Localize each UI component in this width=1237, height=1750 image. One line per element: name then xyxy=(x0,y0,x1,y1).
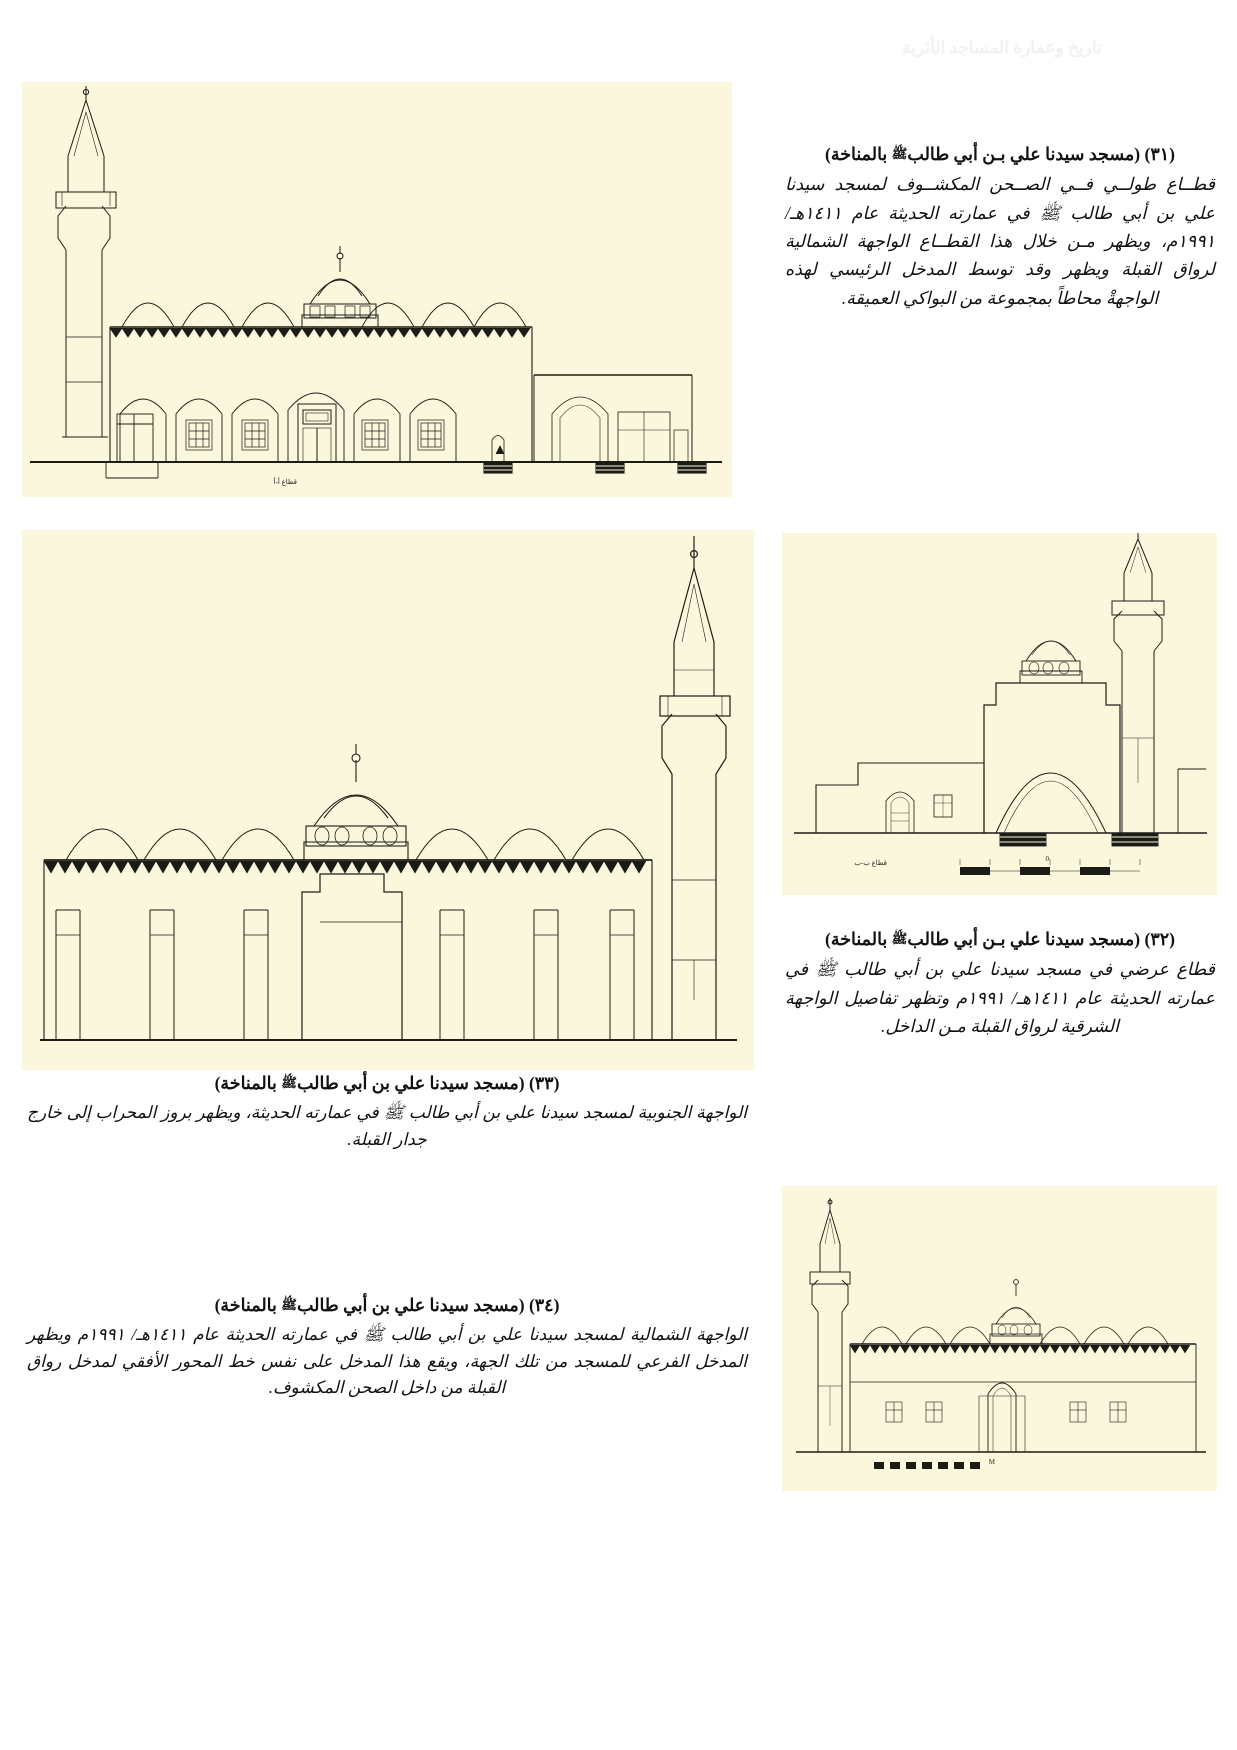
honorific-icon: ﷺ xyxy=(281,1075,297,1090)
caption-34-title-tail: بالمناخة) xyxy=(214,1295,277,1315)
figure-32-drawing xyxy=(782,533,1217,895)
figure-34-drawing xyxy=(782,1186,1217,1491)
caption-figure-34 xyxy=(27,1292,747,1402)
caption-32-number: (٣٢) xyxy=(1144,929,1175,949)
honorific-icon: ﷺ xyxy=(891,146,908,161)
caption-31-body: قطــاع طولــي فــي الصــحن المكشــوف لمسجد سيدنا علي بن أبي طالب ﷺ في عمارته الحديثة عام ١٤١١هـ/ ١٩٩١م، ويظهر مـن خلال هذا القطــاع الواجهة الشمالية لرواق القبلة ويظهر وقد توسط المدخل الرئيسي لهذه الواجهةْ محاطاً بمجموعة من البواكي العميقة. xyxy=(785,174,1215,308)
caption-34-number: (٣٤) xyxy=(528,1295,560,1315)
caption-33-number: (٣٣) xyxy=(528,1073,560,1093)
figure-34-scale-note: M xyxy=(988,1458,995,1466)
caption-figure-33 xyxy=(27,1070,747,1153)
figure-33-drawing xyxy=(22,530,754,1070)
figure-32-scale-label: 0 xyxy=(1045,855,1049,863)
running-header: تاريخ وعمارة المساجد الأثرية xyxy=(902,38,1102,57)
caption-32-title-tail: بالمناخة) xyxy=(825,929,888,949)
caption-figure-31 xyxy=(785,140,1215,312)
caption-34-title xyxy=(27,1292,747,1320)
caption-31-title-text: (مسجد سيدنا علي بـن أبي طالب xyxy=(907,144,1141,164)
caption-32-title xyxy=(785,925,1215,953)
caption-33-title xyxy=(27,1070,747,1098)
caption-31-title-tail: بالمناخة) xyxy=(825,144,888,164)
caption-33-title-text: (مسجد سيدنا علي بن أبي طالب xyxy=(296,1073,525,1093)
figure-33-plate xyxy=(22,530,754,1070)
caption-31-title xyxy=(785,140,1215,168)
figure-31-plate xyxy=(22,82,732,497)
honorific-icon: ﷺ xyxy=(281,1297,297,1312)
caption-32-title-text: (مسجد سيدنا علي بـن أبي طالب xyxy=(907,929,1141,949)
figure-31-drawing xyxy=(22,82,732,497)
figure-31-section-note: قطاع أ-أ xyxy=(273,478,297,486)
caption-32-body: قطاع عرضي في مسجد سيدنا علي بن أبي طالب ﷺ في عمارته الحديثة عام ١٤١١هـ/ ١٩٩١م وتظهر تفاصيل الواجهة الشرقية لرواق القبلة مـن الداخل. xyxy=(785,959,1216,1037)
caption-31-number: (٣١) xyxy=(1144,144,1175,164)
caption-33-title-tail: بالمناخة) xyxy=(214,1073,277,1093)
figure-34-plate xyxy=(782,1186,1217,1491)
caption-34-title-text: (مسجد سيدنا علي بن أبي طالب xyxy=(296,1295,525,1315)
figure-32-section-note: قطاع ب-ب xyxy=(854,859,887,867)
honorific-icon: ﷺ xyxy=(891,931,908,946)
caption-33-body: الواجهة الجنوبية لمسجد سيدنا علي بن أبي طالب ﷺ في عمارته الحديثة، ويظهر بروز المحراب إلى خارج جدار القبلة. xyxy=(27,1102,747,1149)
caption-34-body: الواجهة الشمالية لمسجد سيدنا علي بن أبي طالب ﷺ في عمارته الحديثة عام ١٤١١هـ/ ١٩٩١م ويظهر المدخل الفرعي للمسجد من تلك الجهة، ويقع هذا المدخل على نفس خط المحور الأفقي لمدخل رواق القبلة من داخل الصحن المكشوف. xyxy=(27,1324,747,1398)
caption-figure-32 xyxy=(785,925,1215,1040)
figure-32-plate xyxy=(782,533,1217,895)
